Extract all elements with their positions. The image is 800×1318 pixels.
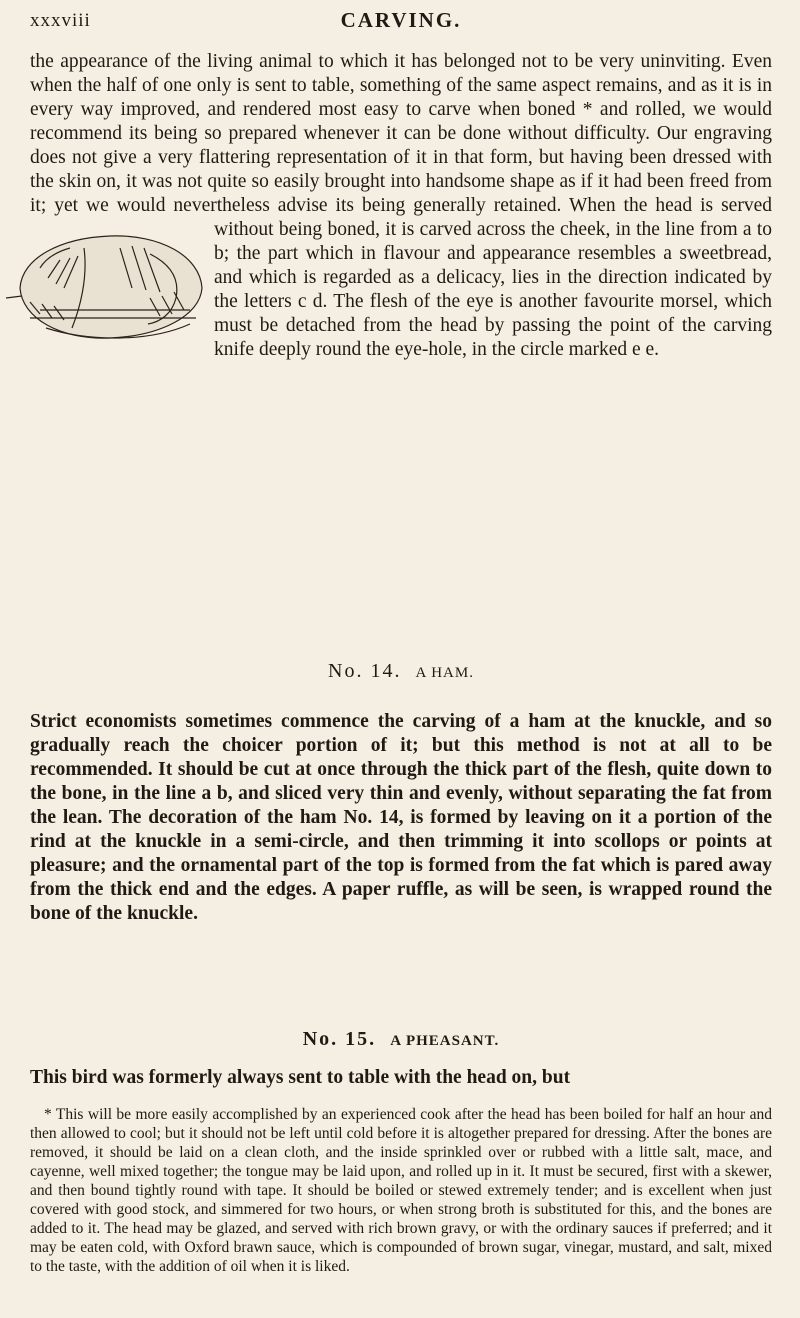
engraving-illustration <box>0 218 208 354</box>
running-head: CARVING. <box>340 8 462 32</box>
continued-passage <box>30 50 772 362</box>
pheasant-text: This bird was formerly always sent to table with the head on, but <box>30 1067 571 1088</box>
book-page <box>30 0 772 1318</box>
passage-flow <box>30 50 772 362</box>
ham-passage <box>30 710 772 926</box>
heading-14-title: A HAM. <box>415 665 474 681</box>
heading-15-title: A PHEASANT. <box>390 1033 500 1049</box>
passage-text: the appearance of the living animal to which it has belonged not to be very uninviting. Even when the half of one only is sent to table, something of the same aspect remains, and as it is in every way improved, and rendered most easy to carve when boned * and rolled, we would recommend its being so prepared whenever it can be done without difficulty. Our engraving does not give a very flattering representation of it in that form, but having been dressed with the skin on, it was not quite so easily brought into handsome shape as if it had been freed from it; yet we would nevertheless advise its being generally retained. When the head is served without being boned, it is carved across the cheek, in the line from a to b; the part which in flavour and appearance resembles a sweetbread, and which is regarded as a delicacy, lies in the direction indicated by the letters c d. The flesh of the eye is another favourite morsel, which must be detached from the head by passing the point of the carving knife deeply round the eye-hole, in the circle marked e e. <box>30 51 772 360</box>
ham-text: Strict economists sometimes commence the carving of a ham at the knuckle, and so gradually reach the choicer portion of it; but this method is not at all to be recommended. It should be cut at once through the thick part of the flesh, quite down to the bone, in the line a b, and sliced very thin and evenly, without separating the fat from the lean. The decoration of the ham No. 14, is formed by leaving on it a portion of the rind at the knuckle in a semi-circle, and then trimming it into scollops or points at pleasure; and the ornamental part of the top is formed from the fat which is pared away from the thick end and the edges. A paper ruffle, as will be seen, is wrapped round the bone of the knuckle. <box>30 711 772 924</box>
pheasant-passage <box>30 1066 772 1090</box>
heading-no-14 <box>30 660 772 683</box>
heading-15-number: No. 15. <box>302 1028 377 1050</box>
heading-14-number: No. 14. <box>328 660 402 682</box>
rolled-head-engraving <box>0 218 208 354</box>
footnote: * This will be more easily accomplished by an experienced cook after the head has been boiled for half an hour and then allowed to cool; but it should not be left until cold before it is altogether prepared for dressing. After the bones are removed, it should be laid on a clean cloth, and the inside sprinkled over or rubbed with a little salt, mace, and cayenne, well mixed together; the tongue may be laid upon, and rolled up in it. It must be secured, first with a skewer, and then bound tightly round with tape. It should be boiled or stewed extremely tender; and is excellent when just covered with good stock, and simmered for two hours, or when strong broth is substituted for this, and the bones are added to it. The head may be glazed, and served with rich brown gravy, or with the ordinary sauces if preferred; and it may be eaten cold, with Oxford brawn sauce, which is compounded of brown sugar, vinegar, mustard, and salt, mixed to the taste, with the addition of oil when it is liked. <box>30 1106 772 1275</box>
page-header <box>30 8 772 38</box>
heading-no-15 <box>30 1028 772 1051</box>
page-number: xxxviii <box>30 10 91 31</box>
